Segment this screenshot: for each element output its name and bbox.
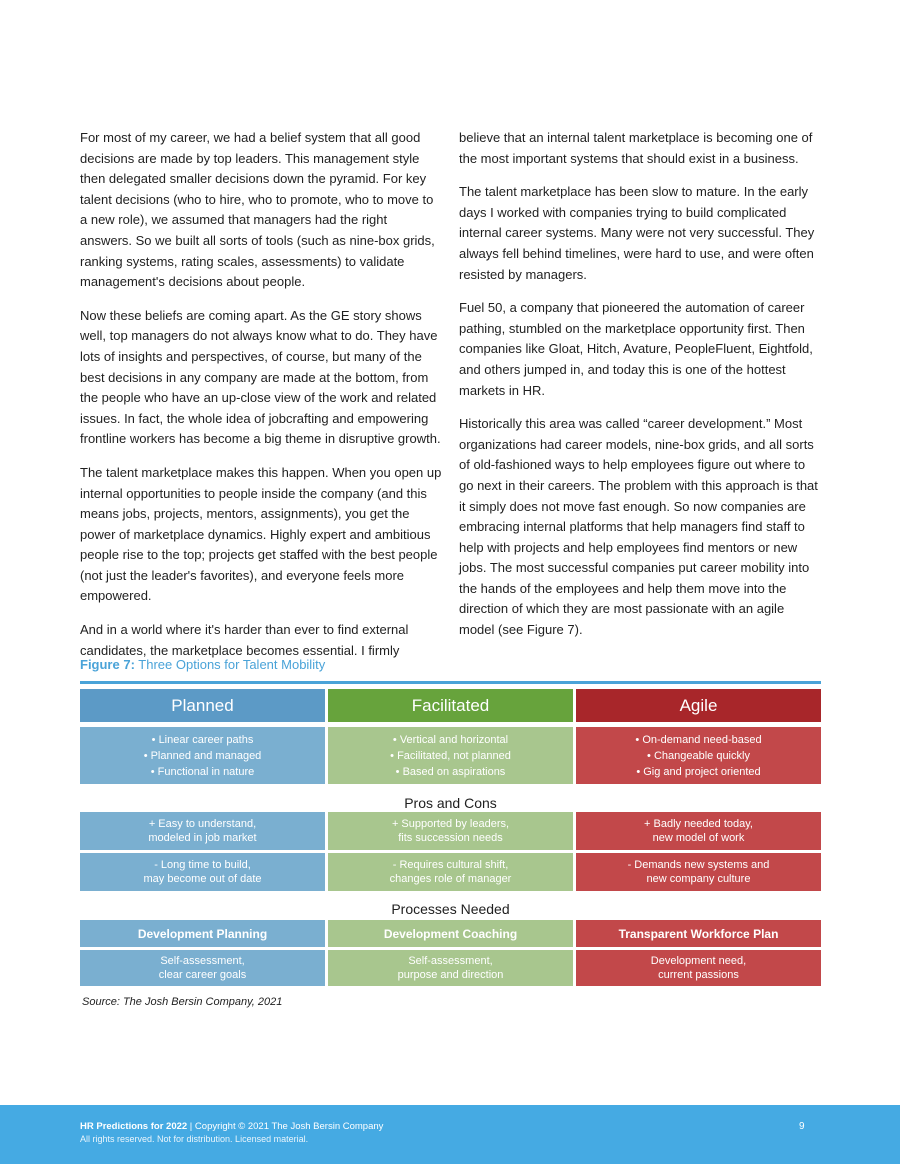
characteristic-item: • Vertical and horizontal [392, 733, 509, 746]
process-details-row [80, 950, 821, 986]
figure-caption: Three Options for Talent Mobility [138, 657, 326, 672]
con-line: - Requires cultural shift, [392, 859, 509, 871]
pro-line: new model of work [652, 832, 745, 844]
paragraph: For most of my career, we had a belief system that all good decisions are made by top leaders. This management style then delegated smaller decisions down the pyramid. For key talent decisions (who to hire, who to promote, who to move to a new role), we assumed that managers had the right answers. So we built all sorts of tools (such as nine-box grids, ranking systems, rating scales, assessments) to validate management's decisions about people. [80, 130, 435, 290]
process-names-row [80, 920, 821, 947]
characteristic-item: • Planned and managed [143, 749, 262, 762]
paragraph: Historically this area was called “career development.” Most organizations had career models, nine-box grids, and all sorts of old-fashioned ways to help employees figure out where to go next in their careers. The problem with this approach is that it simply does not move fast enough. So now companies are embracing internal platforms that help managers find staff to help with projects and help employees find mentors or new jobs. The most successful companies put career mobility into the hands of the employees and help them move into the direction of which they are most passionate with an agile model (see Figure 7). [459, 416, 818, 638]
characteristic-item: • Facilitated, not planned [390, 749, 511, 762]
copyright: Copyright © 2021 The Josh Bersin Company [194, 1121, 384, 1132]
body-column-left [80, 128, 442, 674]
pro-agile [576, 812, 821, 850]
process-detail-line: Self-assessment, [160, 955, 245, 967]
option-headers-row [80, 689, 821, 722]
report-title: HR Predictions for 2022 [80, 1121, 188, 1132]
con-line: - Demands new systems and [627, 859, 770, 871]
process-agile: Transparent Workforce Plan [576, 920, 821, 947]
pro-facilitated [328, 812, 573, 850]
pro-line: + Badly needed today, [644, 818, 753, 830]
con-line: - Long time to build, [154, 859, 251, 871]
characteristic-item: • Functional in nature [150, 765, 255, 778]
process-detail-line: purpose and direction [397, 969, 504, 981]
con-line: may become out of date [143, 873, 262, 885]
pros-cons-heading: Pros and Cons [404, 795, 497, 811]
processes-heading: Processes Needed [391, 901, 510, 917]
characteristic-item: • Linear career paths [151, 733, 254, 746]
characteristic-item: • On-demand need-based [635, 733, 762, 746]
characteristics-facilitated [328, 727, 573, 784]
header-agile: Agile [576, 689, 821, 722]
con-planned [80, 853, 325, 891]
figure-label: Figure 7: [80, 657, 135, 672]
process-detail-line: Self-assessment, [408, 955, 493, 967]
process-detail-agile [576, 950, 821, 986]
page-footer [0, 1105, 900, 1164]
page-number: 9 [799, 1121, 805, 1132]
characteristics-planned [80, 727, 325, 784]
paragraph: Fuel 50, a company that pioneered the automation of career pathing, stumbled on the marketplace opportunity first. Then companies like Gloat, Hitch, Avature, PeopleFluent, Eightfold, and others jumped in, and today this is one of the hottest markets in HR. [459, 300, 813, 398]
paragraph: And in a world where it's harder than ever to find external candidates, the marketplace becomes essential. I firmly [80, 622, 409, 658]
con-agile [576, 853, 821, 891]
characteristic-item: • Changeable quickly [647, 749, 750, 762]
process-planned: Development Planning [80, 920, 325, 947]
cons-row [80, 853, 821, 891]
pro-line: fits succession needs [398, 832, 503, 844]
pro-line: modeled in job market [148, 832, 257, 844]
pro-line: + Supported by leaders, [391, 818, 510, 830]
con-line: changes role of manager [389, 873, 512, 885]
con-line: new company culture [646, 873, 751, 885]
process-detail-facilitated [328, 950, 573, 986]
paragraph: Now these beliefs are coming apart. As the GE story shows well, top managers do not always know what to do. They have lots of insights and perspectives, of course, but many of the best decisions in any company are made at the bottom, from the people who have an up-close view of the work and related issues. In fact, the whole idea of jobcrafting and empowering frontline workers has become a big theme in disruptive growth. [80, 307, 441, 447]
header-planned: Planned [80, 689, 325, 722]
footer-separator: | [187, 1121, 195, 1132]
process-detail-line: clear career goals [158, 969, 247, 981]
figure-divider [80, 681, 821, 684]
process-detail-line: current passions [658, 969, 739, 981]
pro-line: + Easy to understand, [148, 818, 257, 830]
paragraph: The talent marketplace has been slow to mature. In the early days I worked with companies trying to build complicated internal career systems. Many were not very successful. They always fell behind timelines, were hard to use, and were often resisted by managers. [459, 184, 815, 282]
process-detail-line: Development need, [650, 955, 747, 967]
characteristics-row [80, 727, 821, 784]
paragraph: The talent marketplace makes this happen. When you open up internal opportunities to people inside the company (and this means jobs, projects, mentors, assignments), you get the power of marketplace dynamics. Highly expert and ambitious people rise to the top; projects get staffed with the best people (not just the leader's favorites), and everyone feels more empowered. [80, 464, 442, 604]
con-facilitated [328, 853, 573, 891]
pros-row [80, 812, 821, 850]
characteristics-agile [576, 727, 821, 784]
paragraph: believe that an internal talent marketplace is becoming one of the most important systems that should exist in a business. [459, 130, 813, 166]
pro-planned [80, 812, 325, 850]
characteristic-item: • Gig and project oriented [636, 765, 761, 778]
process-detail-planned [80, 950, 325, 986]
figure-title [80, 657, 325, 672]
characteristic-item: • Based on aspirations [395, 765, 506, 778]
rights-notice: All rights reserved. Not for distribution. Licensed material. [80, 1134, 309, 1144]
figure-source: Source: The Josh Bersin Company, 2021 [82, 996, 283, 1008]
process-facilitated: Development Coaching [328, 920, 573, 947]
footer-title-line [80, 1121, 383, 1132]
body-column-right [459, 128, 821, 654]
header-facilitated: Facilitated [328, 689, 573, 722]
